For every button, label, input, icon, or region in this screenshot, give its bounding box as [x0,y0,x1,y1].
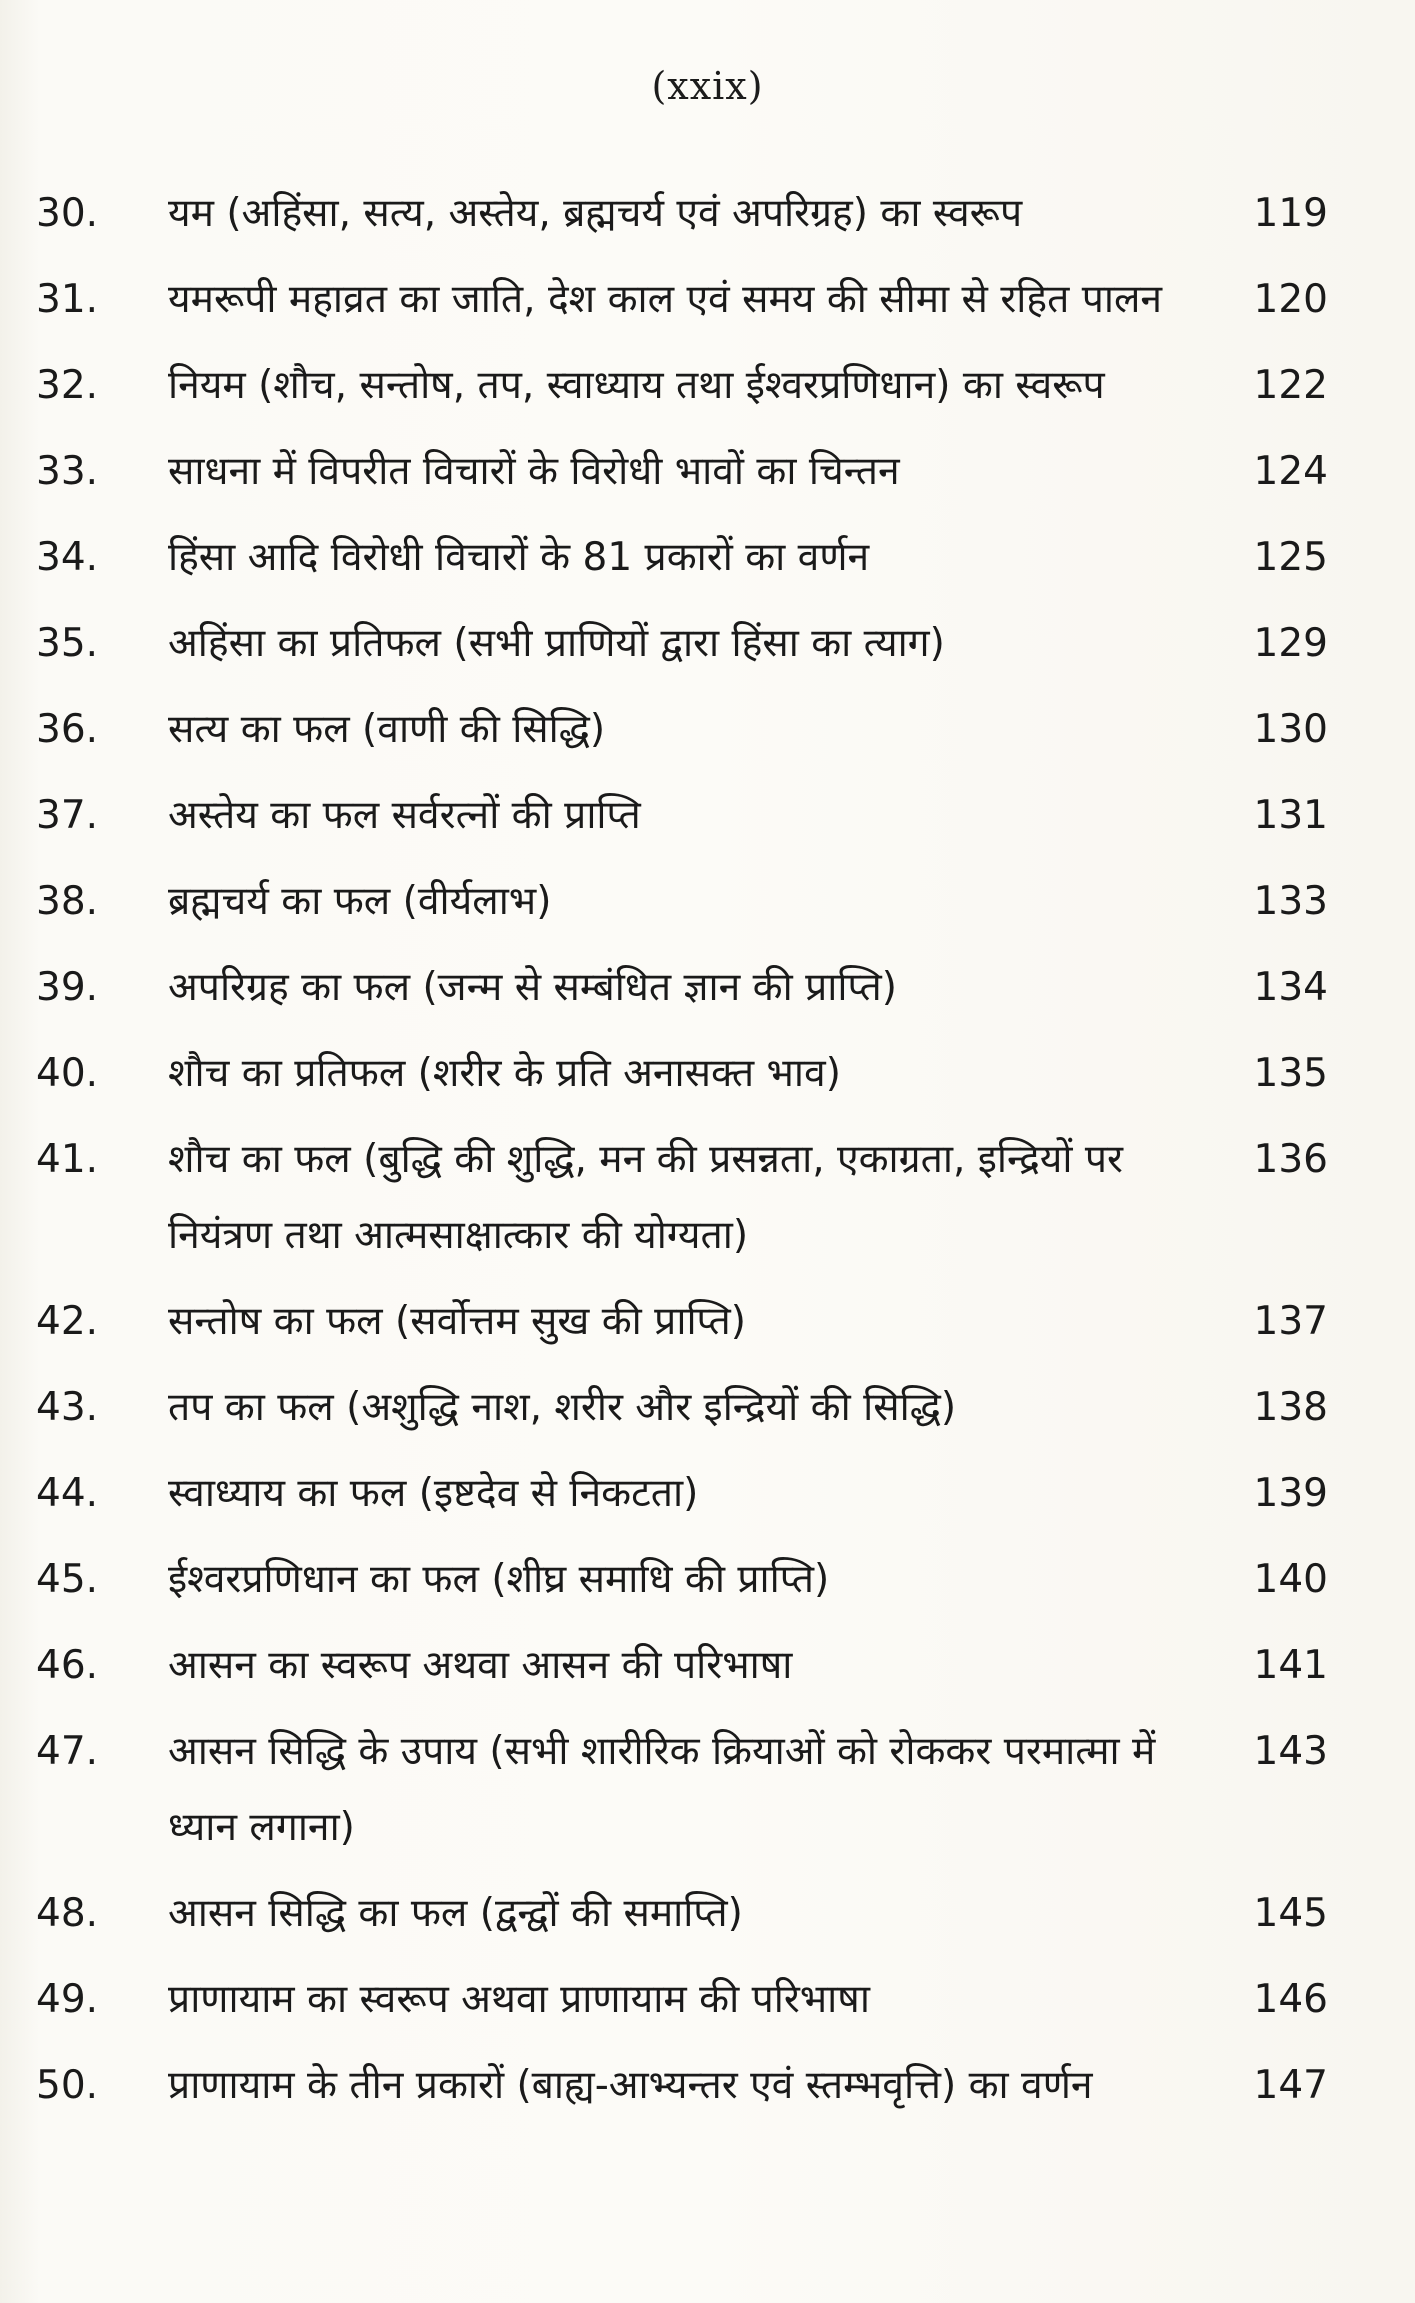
toc-entry-page-number: 133 [1253,879,1328,924]
toc-entry-page-number: 119 [1253,191,1328,236]
toc-entry-page-number: 136 [1253,1137,1328,1182]
toc-entry-title: अहिंसा का प्रतिफल (सभी प्राणियों द्वारा हिंसा का त्याग) [168,621,945,666]
toc-entry-title: अपरिग्रह का फल (जन्म से सम्बंधित ज्ञान की प्राप्ति) [168,965,897,1010]
toc-entry-number: 32. [36,363,99,408]
toc-entry-page-number: 129 [1253,621,1328,666]
toc-entry-page-number: 122 [1253,363,1328,408]
toc-entry-page-number: 131 [1253,793,1328,838]
toc-entry [36,1628,1356,1704]
toc-entry-title: यमरूपी महाव्रत का जाति, देश काल एवं समय की सीमा से रहित पालन [168,277,1163,322]
toc-entry-title: शौच का फल (बुद्धि की शुद्धि, मन की प्रसन्नता, एकाग्रता, इन्द्रियों पर नियंत्रण तथा आत्मसाक्षात्कार की योग्यता) [168,1137,1124,1258]
toc-entry-page-number: 146 [1253,1977,1328,2022]
toc-entry-page-number: 120 [1253,277,1328,322]
toc-entry-number: 34. [36,535,99,580]
toc-entry-page-number: 135 [1253,1051,1328,1096]
toc-entry-page-number: 141 [1253,1643,1328,1688]
toc-entry-title: हिंसा आदि विरोधी विचारों के 81 प्रकारों का वर्णन [168,535,870,580]
toc-entry-number: 46. [36,1643,99,1688]
toc-entry-number: 48. [36,1891,99,1936]
toc-entry-title: स्वाध्याय का फल (इष्टदेव से निकटता) [168,1471,699,1516]
toc-entry [36,262,1356,338]
toc-entry-page-number: 139 [1253,1471,1328,1516]
toc-entry-page-number: 138 [1253,1385,1328,1430]
toc-entry [36,1962,1356,2038]
toc-entry-title: यम (अहिंसा, सत्य, अस्तेय, ब्रह्मचर्य एवं अपरिग्रह) का स्वरूप [168,191,1023,236]
toc-entry-title: ईश्वरप्रणिधान का फल (शीघ्र समाधि की प्राप्ति) [168,1557,830,1602]
toc-entry-title: सन्तोष का फल (सर्वोत्तम सुख की प्राप्ति) [168,1299,746,1344]
toc-entry-page-number: 137 [1253,1299,1328,1344]
toc-entry-page-number: 143 [1253,1729,1328,1774]
toc-entry [36,2048,1356,2124]
toc-entry-number: 39. [36,965,99,1010]
toc-entry [36,1714,1356,1866]
toc-entry-number: 38. [36,879,99,924]
table-of-contents [36,176,1356,2134]
toc-entry [36,1036,1356,1112]
toc-entry-title: नियम (शौच, सन्तोष, तप, स्वाध्याय तथा ईश्वरप्रणिधान) का स्वरूप [168,363,1105,408]
toc-entry-title: शौच का प्रतिफल (शरीर के प्रति अनासक्त भाव) [168,1051,841,1096]
toc-entry [36,1370,1356,1446]
toc-entry [36,692,1356,768]
toc-entry-page-number: 147 [1253,2063,1328,2108]
toc-entry-title: अस्तेय का फल सर्वरत्नों की प्राप्ति [168,793,641,838]
toc-entry [36,606,1356,682]
toc-entry-title: साधना में विपरीत विचारों के विरोधी भावों का चिन्तन [168,449,900,494]
toc-entry-page-number: 124 [1253,449,1328,494]
toc-entry-title: ब्रह्मचर्य का फल (वीर्यलाभ) [168,879,552,924]
toc-entry [36,1284,1356,1360]
toc-entry-number: 50. [36,2063,99,2108]
toc-entry [36,1542,1356,1618]
toc-entry-title: तप का फल (अशुद्धि नाश, शरीर और इन्द्रियों की सिद्धि) [168,1385,957,1430]
toc-entry-title: आसन का स्वरूप अथवा आसन की परिभाषा [168,1643,793,1688]
toc-entry-number: 36. [36,707,99,752]
toc-entry [36,864,1356,940]
page-number-label: (xxix) [651,64,764,108]
toc-entry-page-number: 134 [1253,965,1328,1010]
toc-entry-title: आसन सिद्धि के उपाय (सभी शारीरिक क्रियाओं को रोककर परमात्मा में ध्यान लगाना) [168,1729,1156,1850]
toc-entry-number: 31. [36,277,99,322]
toc-entry-number: 35. [36,621,99,666]
toc-entry-page-number: 145 [1253,1891,1328,1936]
toc-entry-title: सत्य का फल (वाणी की सिद्धि) [168,707,606,752]
toc-entry-page-number: 125 [1253,535,1328,580]
toc-entry [36,176,1356,252]
toc-entry [36,1456,1356,1532]
toc-entry-number: 30. [36,191,99,236]
toc-entry [36,778,1356,854]
toc-entry-page-number: 140 [1253,1557,1328,1602]
toc-entry-title: प्राणायाम का स्वरूप अथवा प्राणायाम की परिभाषा [168,1977,870,2022]
toc-entry [36,950,1356,1026]
toc-entry-number: 42. [36,1299,99,1344]
toc-entry-number: 45. [36,1557,99,1602]
toc-entry-title: प्राणायाम के तीन प्रकारों (बाह्य-आभ्यन्तर एवं स्तम्भवृत्ति) का वर्णन [168,2063,1093,2108]
toc-entry-number: 40. [36,1051,99,1096]
toc-entry-number: 37. [36,793,99,838]
toc-entry-number: 44. [36,1471,99,1516]
toc-entry-number: 47. [36,1729,99,1774]
toc-entry [36,1876,1356,1952]
toc-entry-number: 41. [36,1137,99,1182]
toc-entry [36,434,1356,510]
toc-entry-page-number: 130 [1253,707,1328,752]
toc-entry-number: 33. [36,449,99,494]
toc-entry [36,1122,1356,1274]
toc-entry-number: 49. [36,1977,99,2022]
toc-entry [36,520,1356,596]
toc-entry-number: 43. [36,1385,99,1430]
toc-entry-title: आसन सिद्धि का फल (द्वन्द्वों की समाप्ति) [168,1891,743,1936]
toc-entry [36,348,1356,424]
